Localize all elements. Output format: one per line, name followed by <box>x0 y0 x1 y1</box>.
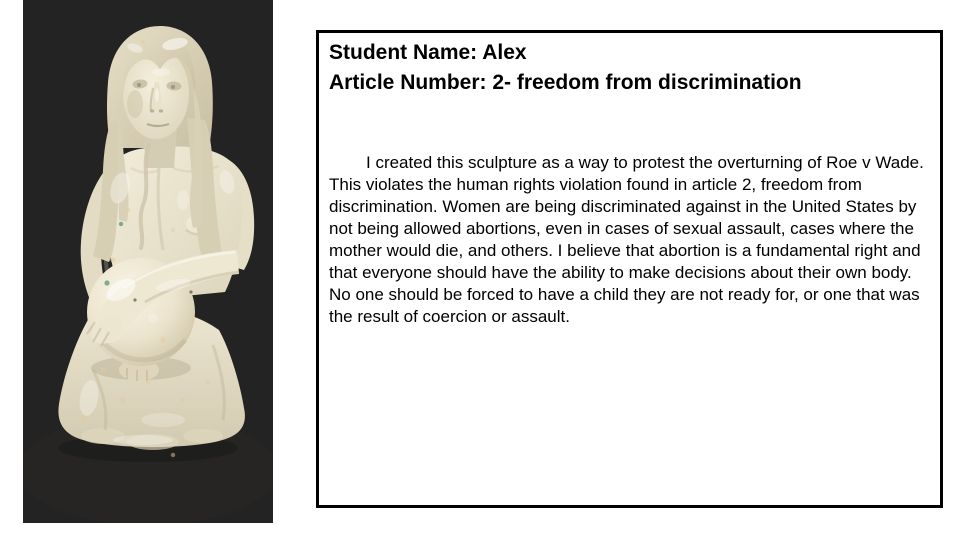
artist-statement: I created this sculpture as a way to protest the overturning of Roe v Wade. This violates the human rights violation found in article 2, freedom from discrimination. Women are being discriminated against in the United States by not being allowed abortions, even in cases of sexual assault, cases where the mother would die, and others. I believe that abortion is a fundamental right and that everyone should have the ability to make decisions about their own body. No one should be forced to have a child they are not ready for, or one that was the result of coercion or assault. <box>329 153 924 326</box>
caption-header <box>329 38 935 98</box>
sculpture-illustration <box>23 0 273 523</box>
artwork-photo <box>23 0 273 523</box>
student-name-line: Student Name: Alex <box>329 41 527 64</box>
caption-text-box <box>316 30 943 508</box>
article-number-line: Article Number: 2- freedom from discrimination <box>329 71 802 94</box>
